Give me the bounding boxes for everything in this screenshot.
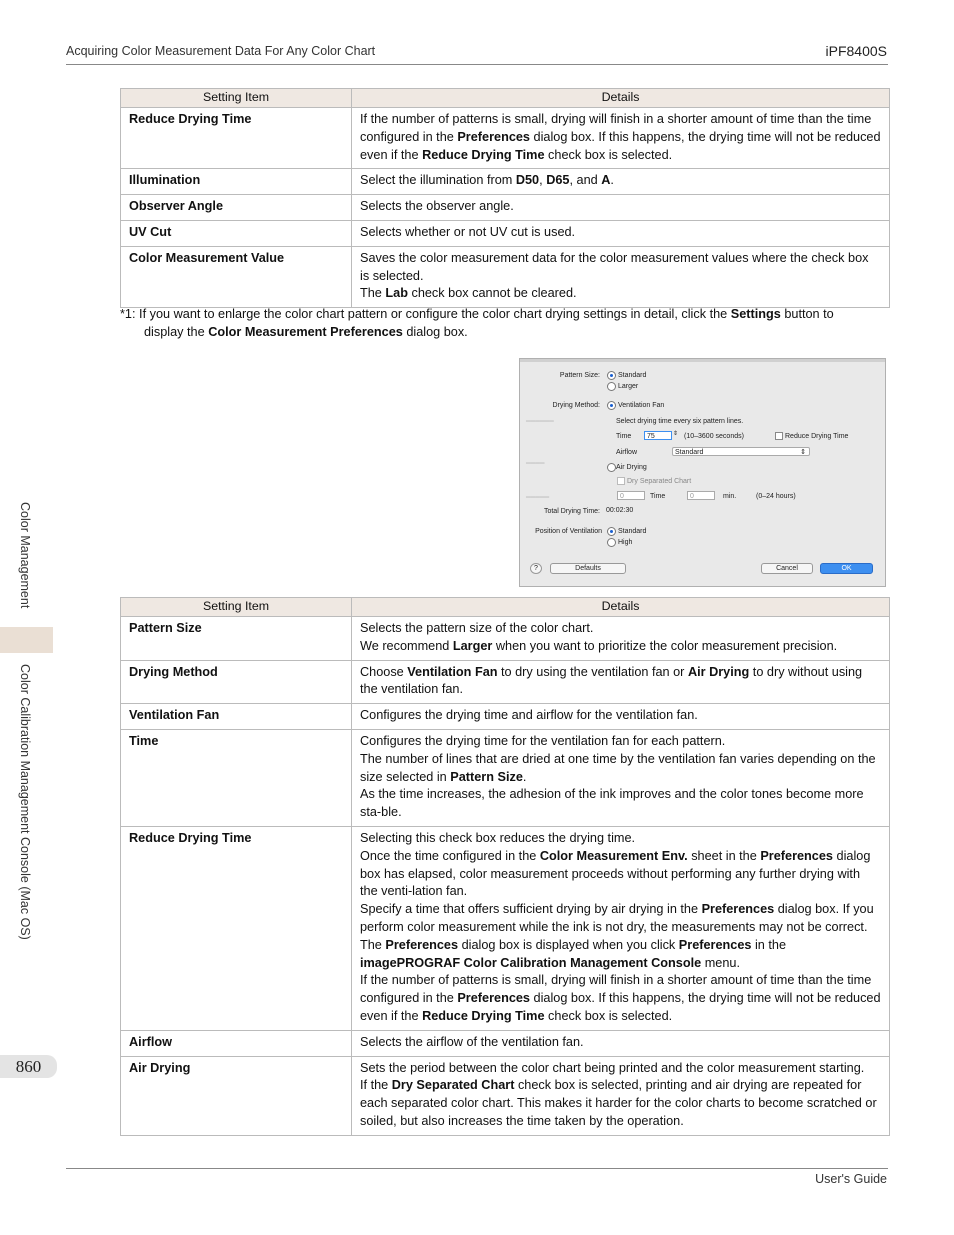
setting-details: [352, 617, 890, 661]
col-header-setting-item: Setting Item: [121, 598, 352, 617]
setting-details: [352, 108, 890, 169]
details-text: Selects the observer angle.: [360, 199, 514, 214]
time2-label: Time: [650, 493, 666, 500]
details-text: We recommend: [360, 638, 453, 653]
details-text: check box is selected.: [544, 1008, 673, 1023]
setting-item-name: Drying Method: [121, 660, 352, 704]
position-standard-radio[interactable]: [607, 527, 616, 536]
details-text: menu.: [701, 955, 740, 970]
settings-table-2: [120, 597, 890, 1136]
pattern-size-larger-label: Larger: [618, 383, 639, 390]
setting-item-name: UV Cut: [121, 220, 352, 246]
details-text: dialog box is displayed when you click: [458, 937, 679, 952]
footnote-text: button to: [780, 307, 834, 321]
footnote-text: display the: [144, 325, 209, 339]
setting-item-name: Air Drying: [121, 1056, 352, 1135]
setting-details: [352, 246, 890, 307]
table-row: [121, 1056, 890, 1135]
sidebar-section-console: Color Calibration Management Console (Mac OS): [18, 664, 32, 940]
table-row: [121, 729, 890, 826]
running-header-title: Acquiring Color Measurement Data For Any Color Chart: [66, 44, 376, 58]
ventilation-fan-label: Ventilation Fan: [618, 402, 665, 409]
footnote-dialog-ref: Color Measurement Preferences: [208, 325, 403, 339]
ui-term: D50: [515, 173, 540, 188]
details-text: Selecting this check box reduces the drying time.: [360, 830, 636, 845]
background-ghost-text: ▁▁▁▁▁▁: [526, 416, 554, 422]
defaults-button[interactable]: Defaults: [550, 563, 626, 574]
details-text: ,: [539, 173, 547, 188]
drying-time-instruction: Select drying time every six pattern lines.: [616, 418, 744, 425]
ui-term: D65: [546, 173, 570, 188]
position-high-label: High: [618, 539, 633, 546]
details-text: dialog box has elapsed, color measurement proceeds without performing any further drying with the venti-lation fan.: [360, 848, 871, 899]
header-rule: [66, 64, 888, 65]
details-text: Selects the pattern size of the color chart.: [360, 621, 594, 635]
pattern-size-label: Pattern Size:: [559, 372, 600, 379]
setting-item-name: Observer Angle: [121, 195, 352, 221]
color-measurement-preferences-dialog: [519, 358, 886, 587]
details-text: Specify a time that offers sufficient drying by air drying in the: [360, 902, 702, 917]
ui-term: Reduce Drying Time: [422, 1008, 545, 1023]
position-standard-label: Standard: [618, 528, 647, 535]
background-ghost-text: ▁▁▁▁: [526, 458, 545, 464]
details-text: dialog box. If this happens, the drying time will not be reduced even if the: [360, 129, 881, 162]
time-stepper-icon[interactable]: ⇕: [673, 431, 679, 437]
ui-term: A: [601, 173, 611, 188]
cancel-button[interactable]: Cancel: [761, 563, 813, 574]
air-drying-label: Air Drying: [616, 464, 647, 471]
pattern-size-larger-radio[interactable]: [607, 382, 616, 391]
footer-rule: [66, 1168, 888, 1169]
table-row: [121, 826, 890, 1030]
details-text: dialog box. If this happens, the drying time will not be reduced even if the: [360, 991, 881, 1023]
ui-term: Color Measurement Env.: [539, 848, 688, 863]
table-row: [121, 108, 890, 169]
table-row: [121, 195, 890, 221]
footer-guide-title: User's Guide: [815, 1172, 887, 1186]
ui-term: Preferences: [457, 991, 530, 1006]
setting-item-name: Reduce Drying Time: [121, 826, 352, 1030]
col-header-details: Details: [352, 598, 890, 617]
setting-item-name: Time: [121, 729, 352, 826]
dry-separated-chart-label: Dry Separated Chart: [627, 478, 692, 485]
setting-item-name: Pattern Size: [121, 617, 352, 661]
hours-input[interactable]: 0: [617, 491, 645, 500]
details-text: Select the illumination from: [360, 173, 516, 188]
details-text: Selects the airflow of the ventilation fan.: [360, 1034, 584, 1049]
ventilation-fan-radio[interactable]: [607, 401, 616, 410]
position-high-radio[interactable]: [607, 538, 616, 547]
col-header-setting-item: Setting Item: [121, 89, 352, 108]
table-row: [121, 220, 890, 246]
details-text: to dry using the ventilation fan or: [497, 664, 688, 679]
details-text: Saves the color measurement data for the color measurement values where the check box is selected.: [360, 250, 869, 283]
details-text: when you want to prioritize the color measurement precision.: [492, 638, 838, 653]
sidebar-section-color-management: Color Management: [18, 502, 32, 609]
footnote-settings-ref: Settings: [730, 307, 781, 321]
setting-details: [352, 729, 890, 826]
setting-item-name: Airflow: [121, 1030, 352, 1056]
details-text: As the time increases, the adhesion of the ink improves and the color tones become more sta-ble.: [360, 787, 864, 820]
details-text: Once the time configured in the: [360, 848, 540, 863]
details-text: check box cannot be cleared.: [407, 286, 577, 301]
setting-details: [352, 826, 890, 1030]
details-text: Sets the period between the color chart being printed and the color measurement starting.: [360, 1060, 865, 1075]
setting-item-name: Ventilation Fan: [121, 704, 352, 730]
pattern-size-standard-radio[interactable]: [607, 371, 616, 380]
hours-range-hint: (0–24 hours): [756, 493, 796, 500]
details-text: The: [360, 937, 386, 952]
reduce-drying-time-checkbox[interactable]: [775, 432, 783, 440]
ui-term: Preferences: [678, 937, 752, 952]
setting-details: [352, 220, 890, 246]
details-text: .: [522, 769, 527, 784]
ui-term: Ventilation Fan: [407, 664, 498, 679]
background-ghost-text: ▁▁▁▁▁: [526, 492, 550, 498]
setting-details: [352, 1056, 890, 1135]
ui-term: Dry Separated Chart: [391, 1078, 515, 1093]
footnote-text: dialog box.: [402, 325, 468, 339]
page-number: 860: [0, 1055, 57, 1078]
details-text: If the number of patterns is small, drying will finish in a shorter amount of time than the time configured in the: [360, 112, 872, 144]
table-row: [121, 169, 890, 195]
ui-term: Preferences: [701, 902, 775, 917]
ui-term: Reduce Drying Time: [422, 147, 545, 162]
reduce-drying-time-label: Reduce Drying Time: [785, 433, 849, 440]
total-drying-time-value: 00:02:30: [606, 507, 634, 514]
time-input[interactable]: 75: [644, 431, 672, 440]
details-text: Selects whether or not UV cut is used.: [360, 224, 576, 239]
setting-details: [352, 704, 890, 730]
ui-term: imagePROGRAF Color Calibration Management Console: [360, 955, 702, 970]
total-drying-time-label: Total Drying Time:: [543, 508, 600, 515]
details-text: Configures the drying time and airflow for the ventilation fan.: [360, 708, 698, 723]
time-range-hint: (10–3600 seconds): [684, 433, 744, 440]
setting-details: [352, 195, 890, 221]
table-row: [121, 617, 890, 661]
air-drying-radio[interactable]: [607, 463, 616, 472]
details-text: The number of lines that are dried at one time by the ventilation fan varies depending on the size selected in: [360, 751, 876, 784]
time-label: Time: [616, 433, 632, 440]
ui-term: Lab: [385, 286, 408, 301]
running-header-model: iPF8400S: [825, 43, 887, 59]
dry-separated-chart-checkbox[interactable]: [617, 477, 625, 485]
table-row: [121, 704, 890, 730]
help-button[interactable]: ?: [530, 563, 542, 574]
details-text: Configures the drying time for the ventilation fan for each pattern.: [360, 733, 726, 748]
details-text: sheet in the: [687, 848, 761, 863]
setting-item-name: Color Measurement Value: [121, 246, 352, 307]
ui-term: Air Drying: [687, 664, 750, 679]
table-row: [121, 1030, 890, 1056]
details-text: If the number of patterns is small, drying will finish in a shorter amount of time than the time configured in the: [360, 973, 872, 1006]
setting-item-name: Reduce Drying Time: [121, 108, 352, 169]
details-text: check box is selected.: [544, 147, 673, 162]
drying-method-label: Drying Method:: [552, 402, 600, 409]
table-row: [121, 660, 890, 704]
setting-details: [352, 169, 890, 195]
ui-term: Preferences: [385, 937, 459, 952]
details-text: The: [360, 286, 386, 301]
col-header-details: Details: [352, 89, 890, 108]
min-label: min.: [723, 493, 737, 500]
ok-button[interactable]: OK: [820, 563, 873, 574]
footnote: [120, 305, 890, 341]
airflow-select[interactable]: [672, 447, 810, 456]
dialog-titlebar: [520, 359, 885, 362]
details-text: in the: [751, 937, 787, 952]
airflow-selected-value: Standard: [675, 449, 704, 456]
minutes-input[interactable]: 0: [687, 491, 715, 500]
table-row: [121, 246, 890, 307]
ui-term: Preferences: [760, 848, 833, 863]
setting-details: [352, 660, 890, 704]
details-text: , and: [569, 173, 602, 188]
details-text: dialog box. If you perform color measurement while the ink is not dry, the measurements may not be correct.: [360, 902, 874, 934]
pattern-size-standard-label: Standard: [618, 372, 647, 379]
settings-table-1: [120, 88, 890, 308]
setting-item-name: Illumination: [121, 169, 352, 195]
select-arrows-icon: ⇕: [800, 449, 806, 456]
sidebar-active-tab: [0, 627, 53, 653]
footnote-text: *1: If you want to enlarge the color chart pattern or configure the color chart drying settings in detail, click the: [120, 307, 731, 321]
setting-details: [352, 1030, 890, 1056]
airflow-label: Airflow: [616, 449, 638, 456]
details-text: check box is selected, printing and air drying are repeated for each separated color chart. This makes it harder for the color charts to become scratched or soiled, but also increases the time taken by the operation.: [360, 1078, 877, 1128]
ui-term: Larger: [452, 638, 493, 653]
details-text: If the: [360, 1078, 392, 1093]
ui-term: Preferences: [457, 129, 530, 144]
details-text: to dry without using the ventilation fan.: [360, 664, 863, 697]
ui-term: Pattern Size: [450, 769, 523, 784]
position-of-ventilation-label: Position of Ventilation: [535, 528, 602, 535]
details-text: .: [610, 173, 614, 188]
details-text: Choose: [360, 664, 408, 679]
